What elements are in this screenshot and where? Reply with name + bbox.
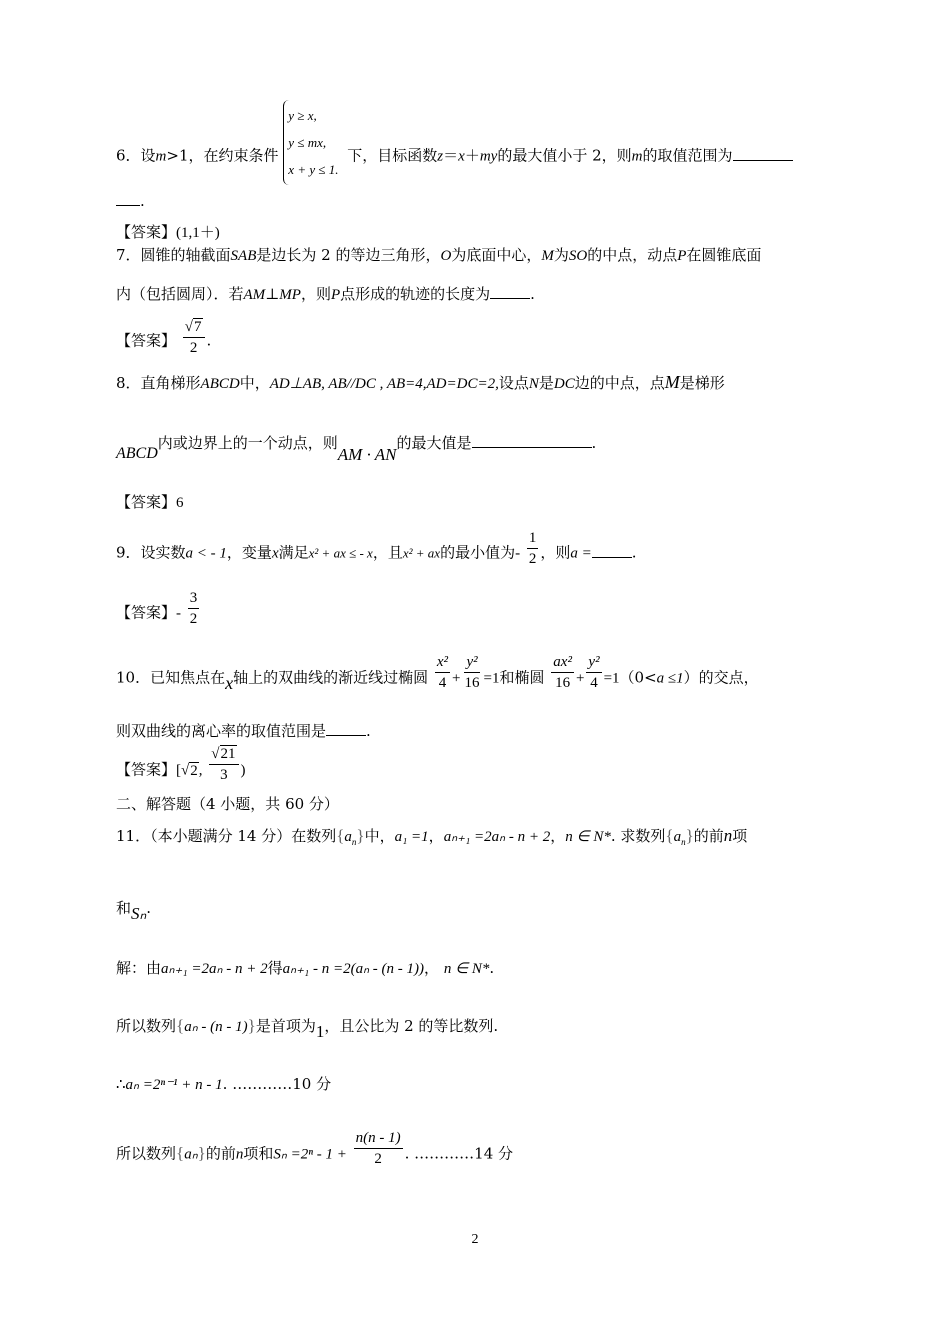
text-segment: { xyxy=(665,826,674,845)
text-segment: a < - 1 xyxy=(185,545,227,562)
text-segment: . xyxy=(206,331,212,350)
text-segment: 项和 xyxy=(243,1144,274,1163)
text-segment: x xyxy=(225,672,234,693)
text-segment: n xyxy=(235,1146,244,1163)
text-segment: { xyxy=(176,1143,185,1163)
text-segment: √7 xyxy=(183,317,205,338)
text-segment: ax² xyxy=(551,652,574,673)
text-segment: 的前 xyxy=(693,827,724,845)
q7-answer xyxy=(116,319,212,358)
text-segment: =1 xyxy=(483,670,500,687)
q11-line2 xyxy=(116,898,152,923)
text-segment: ABCD xyxy=(200,376,240,392)
answer-value: (1,1＋ xyxy=(176,225,215,241)
text-segment: 2 xyxy=(189,340,198,356)
q9-line1 xyxy=(116,530,637,569)
text-segment: 3 xyxy=(220,767,228,783)
text-segment: aₙ xyxy=(184,1146,198,1163)
text-segment: P xyxy=(330,287,341,303)
q10-answer xyxy=(116,746,246,785)
text-segment: 点形成的轨迹的长度为 xyxy=(340,285,491,303)
text-segment: 16 xyxy=(464,675,480,691)
text-segment: 所以数列 xyxy=(116,1144,177,1163)
text-segment: 是梯形 xyxy=(679,374,725,392)
text-segment: a xyxy=(344,829,352,845)
text-segment: MP xyxy=(279,287,301,303)
q10-line1 xyxy=(116,654,759,693)
answer-fraction xyxy=(209,744,238,785)
text-segment: ) xyxy=(240,762,246,779)
text-segment: aₙ₊₁ =2aₙ - n + 2 xyxy=(161,961,268,977)
text-segment: + xyxy=(452,670,461,687)
text-segment: M xyxy=(541,248,554,264)
answer-fraction xyxy=(183,317,205,358)
text-segment: 满足 xyxy=(278,543,309,562)
text-segment: ) xyxy=(214,225,220,241)
answer-label: 【答案】 xyxy=(116,760,177,779)
text-segment: 7．圆锥的轴截面 xyxy=(116,246,231,264)
text-segment: . xyxy=(489,959,495,977)
text-segment: [ xyxy=(176,762,182,779)
var-x: x xyxy=(458,148,465,165)
answer-blank xyxy=(116,190,140,206)
text-segment: N xyxy=(528,376,539,392)
text-segment: 和 xyxy=(116,899,132,917)
constraint-1: y ≥ x, xyxy=(288,108,317,123)
solution-line1 xyxy=(116,958,494,979)
vector-expression: AM · AN xyxy=(337,445,397,464)
text-segment: 和椭圆 xyxy=(499,668,545,687)
answer-label: 【答案】 xyxy=(116,603,177,622)
solution-line2 xyxy=(116,1016,499,1041)
fraction xyxy=(551,652,574,693)
text-segment: - xyxy=(176,605,182,622)
text-segment: + xyxy=(575,670,585,687)
text-segment: 1 xyxy=(527,528,539,549)
text-segment: 所以数列 xyxy=(116,1017,177,1035)
answer-label: 【答案】 xyxy=(116,493,177,511)
text-segment: x² + ax ≤ - x xyxy=(308,545,373,561)
text-segment: 内或边界上的一个动点，则 xyxy=(157,434,338,452)
text-segment: 是 xyxy=(538,374,554,392)
text-segment: 解：由 xyxy=(116,959,162,977)
text-segment: 中， xyxy=(239,374,270,392)
var-m: m xyxy=(155,148,167,165)
text-segment: , xyxy=(198,762,203,779)
q10-line2 xyxy=(116,720,371,741)
text-segment: . xyxy=(222,1075,228,1093)
answer-value: 6 xyxy=(176,495,184,511)
fraction xyxy=(435,652,450,693)
text-segment: 2 xyxy=(189,611,198,627)
text-segment: ，则 xyxy=(300,285,331,303)
text-segment: - xyxy=(515,545,521,562)
text-segment: 设点 xyxy=(498,374,529,392)
text-segment: 是边长为 2 的等边三角形， xyxy=(256,246,441,264)
q8-line1 xyxy=(116,372,725,394)
answer-blank xyxy=(472,432,592,448)
text-segment: } xyxy=(356,826,365,845)
text-segment: 7 xyxy=(194,319,202,335)
text-segment: M xyxy=(664,372,680,392)
q8-answer xyxy=(116,492,184,513)
section-heading xyxy=(116,794,339,814)
text-segment: . xyxy=(530,285,535,303)
fraction xyxy=(463,652,482,693)
text-segment: 是首项为 xyxy=(255,1017,316,1035)
text-segment: 边的中点，点 xyxy=(574,374,665,392)
text-segment: 16 xyxy=(555,675,571,691)
text-segment: aₙ₊₁ =2aₙ - n + 2 xyxy=(443,829,551,845)
text-segment: 的最小值为 xyxy=(440,543,516,562)
text-segment: 8．直角梯形 xyxy=(116,374,201,392)
text-segment: 3 xyxy=(188,588,200,609)
text-segment: y² xyxy=(586,652,601,673)
fraction xyxy=(354,1128,403,1169)
text-segment: . xyxy=(366,722,371,740)
text-segment: ， xyxy=(424,959,440,977)
text-segment: n(n - 1) xyxy=(354,1128,403,1149)
text-segment: n xyxy=(723,826,733,845)
text-segment: 二、解答题（4 小题，共 60 分） xyxy=(116,795,339,813)
text-segment: 4 xyxy=(590,675,598,691)
text-segment: a₁ =1 xyxy=(394,829,429,845)
text-segment: 21 xyxy=(220,746,236,762)
constraint-2: y ≤ mx, xyxy=(288,135,327,150)
text-segment: 的中点，动点 xyxy=(587,246,678,264)
fraction xyxy=(586,652,601,693)
q6-text: 的最大值小于 2，则 xyxy=(497,146,632,165)
text-segment: 4 xyxy=(438,675,447,691)
text-segment: x² xyxy=(435,652,450,673)
q6-line2 xyxy=(116,190,145,211)
text-segment: . 求数列 xyxy=(610,827,666,845)
text-segment: SAB xyxy=(230,248,257,264)
answer-fraction xyxy=(188,588,200,629)
text-segment: ，变量 xyxy=(226,543,272,562)
text-segment: . xyxy=(591,434,597,452)
q6-text: . xyxy=(140,192,145,210)
text-segment: . xyxy=(404,1144,410,1163)
text-segment: n ∈ N* xyxy=(443,961,490,977)
fraction xyxy=(527,528,539,569)
text-segment: . xyxy=(146,899,152,917)
q11-line1: 11．（本小题满分 14 分）在数列$\{a_n\}$中，a₁ =1，aₙ₊₁ =2aₙ - n + 2，n ∈ N*. 求数列$\{a_n\}$的前n项 xyxy=(116,826,748,847)
text-segment: 轴上的双曲线的渐近线过椭圆 xyxy=(233,668,429,687)
text-segment: AM xyxy=(243,287,266,303)
text-segment: 10．已知焦点在 xyxy=(116,668,226,687)
text-segment: ⊥ xyxy=(265,285,280,303)
text-segment: { xyxy=(176,1016,185,1035)
answer-label: 【答案】 xyxy=(116,331,177,350)
text-segment: 9．设实数 xyxy=(116,543,186,562)
text-segment: aₙ - (n - 1) xyxy=(184,1019,248,1035)
text-segment: DC xyxy=(553,376,575,392)
q6-text: >1，在约束条件 xyxy=(166,146,279,165)
q7-line1 xyxy=(116,245,761,266)
text-segment: ，则 xyxy=(540,543,571,562)
constraint-system xyxy=(283,100,342,185)
text-segment: 为 xyxy=(553,246,569,264)
text-segment: y² xyxy=(464,652,479,673)
q9-answer xyxy=(116,590,201,629)
text-segment: 为底面中心， xyxy=(451,246,542,264)
text-segment: AD⊥AB, AB//DC , AB=4,AD=DC=2, xyxy=(269,376,499,392)
q6-answer xyxy=(116,222,220,243)
text-segment: 2 xyxy=(374,1151,382,1167)
text-segment: 在圆锥底面 xyxy=(686,246,762,264)
text-segment: =1 xyxy=(603,670,620,687)
answer-blank xyxy=(592,542,632,558)
text-segment: Sₙ =2ⁿ - 1 + xyxy=(273,1146,347,1163)
q6-text: 6．设 xyxy=(116,146,156,165)
text-segment: （0< xyxy=(619,668,657,687)
text-segment: ABCD xyxy=(116,445,158,462)
text-segment: a xyxy=(673,829,682,845)
text-segment: } xyxy=(197,1143,206,1163)
text-segment: aₙ =2ⁿ⁻¹ + n - 1 xyxy=(125,1077,223,1093)
text-segment: n ∈ N* xyxy=(565,829,611,845)
q6-text: 下，目标函数 xyxy=(347,146,438,165)
var-my: my xyxy=(479,148,498,165)
text-segment: 内（包括圆周）．若 xyxy=(116,285,244,303)
text-segment: Sₙ xyxy=(131,904,147,923)
q6-text: ＝ xyxy=(443,146,459,165)
text-segment: 项 xyxy=(732,827,748,845)
score-mark: …………14 分 xyxy=(414,1144,514,1163)
answer-blank xyxy=(733,145,793,161)
solution-line3 xyxy=(116,1074,331,1095)
text-segment: 中， xyxy=(364,827,395,845)
text-segment: } xyxy=(247,1016,256,1035)
text-segment: ， xyxy=(428,827,444,845)
text-segment: . xyxy=(631,543,637,562)
constraint-3: x + y ≤ 1. xyxy=(288,162,339,177)
q6-text: 的取值范围为 xyxy=(642,146,733,165)
q6-line1 xyxy=(116,108,793,185)
text-segment: √21 xyxy=(209,744,238,765)
text-segment: 2 xyxy=(528,551,537,567)
text-segment: SO xyxy=(568,248,588,264)
text-segment: 则双曲线的离心率的取值范围是 xyxy=(116,722,327,740)
text-segment: a ≤1 xyxy=(656,670,684,687)
text-segment: 得 xyxy=(267,959,283,977)
text-segment: ∴ xyxy=(116,1075,126,1093)
text-segment: P xyxy=(677,248,687,264)
text-segment: a = xyxy=(570,545,592,562)
text-segment: x² + ax xyxy=(402,545,441,561)
page-number: 2 xyxy=(471,1232,479,1247)
text-segment: ，且公比为 2 的等比数列. xyxy=(324,1017,499,1035)
var-m: m xyxy=(631,148,643,165)
answer-blank xyxy=(326,720,366,736)
text-segment: O xyxy=(440,248,452,264)
text-segment: 的最大值是 xyxy=(396,434,472,452)
answer-label: 【答案】 xyxy=(116,223,177,241)
text-segment: 2 xyxy=(190,762,198,779)
text-segment: √2 xyxy=(181,762,198,779)
text-segment: 1 xyxy=(315,1022,325,1041)
text-segment: ， xyxy=(550,827,566,845)
solution-line4 xyxy=(116,1130,514,1169)
text-segment: ，且 xyxy=(372,543,403,562)
text-segment: { xyxy=(336,826,345,845)
text-segment: ）的交点， xyxy=(683,668,759,687)
var-z: z xyxy=(437,148,444,165)
text-segment: 11．（本小题满分 14 分）在数列 xyxy=(116,827,337,845)
q7-line2 xyxy=(116,283,535,305)
q6-text: ＋ xyxy=(464,146,480,165)
answer-blank xyxy=(490,283,530,299)
text-segment: } xyxy=(685,826,694,845)
text-segment: x xyxy=(271,545,279,562)
text-segment: 的前 xyxy=(205,1144,236,1163)
q8-line2 xyxy=(116,432,597,464)
text-segment: aₙ₊₁ - n =2(aₙ - (n - 1)) xyxy=(282,961,425,977)
score-mark: …………10 分 xyxy=(232,1075,332,1093)
